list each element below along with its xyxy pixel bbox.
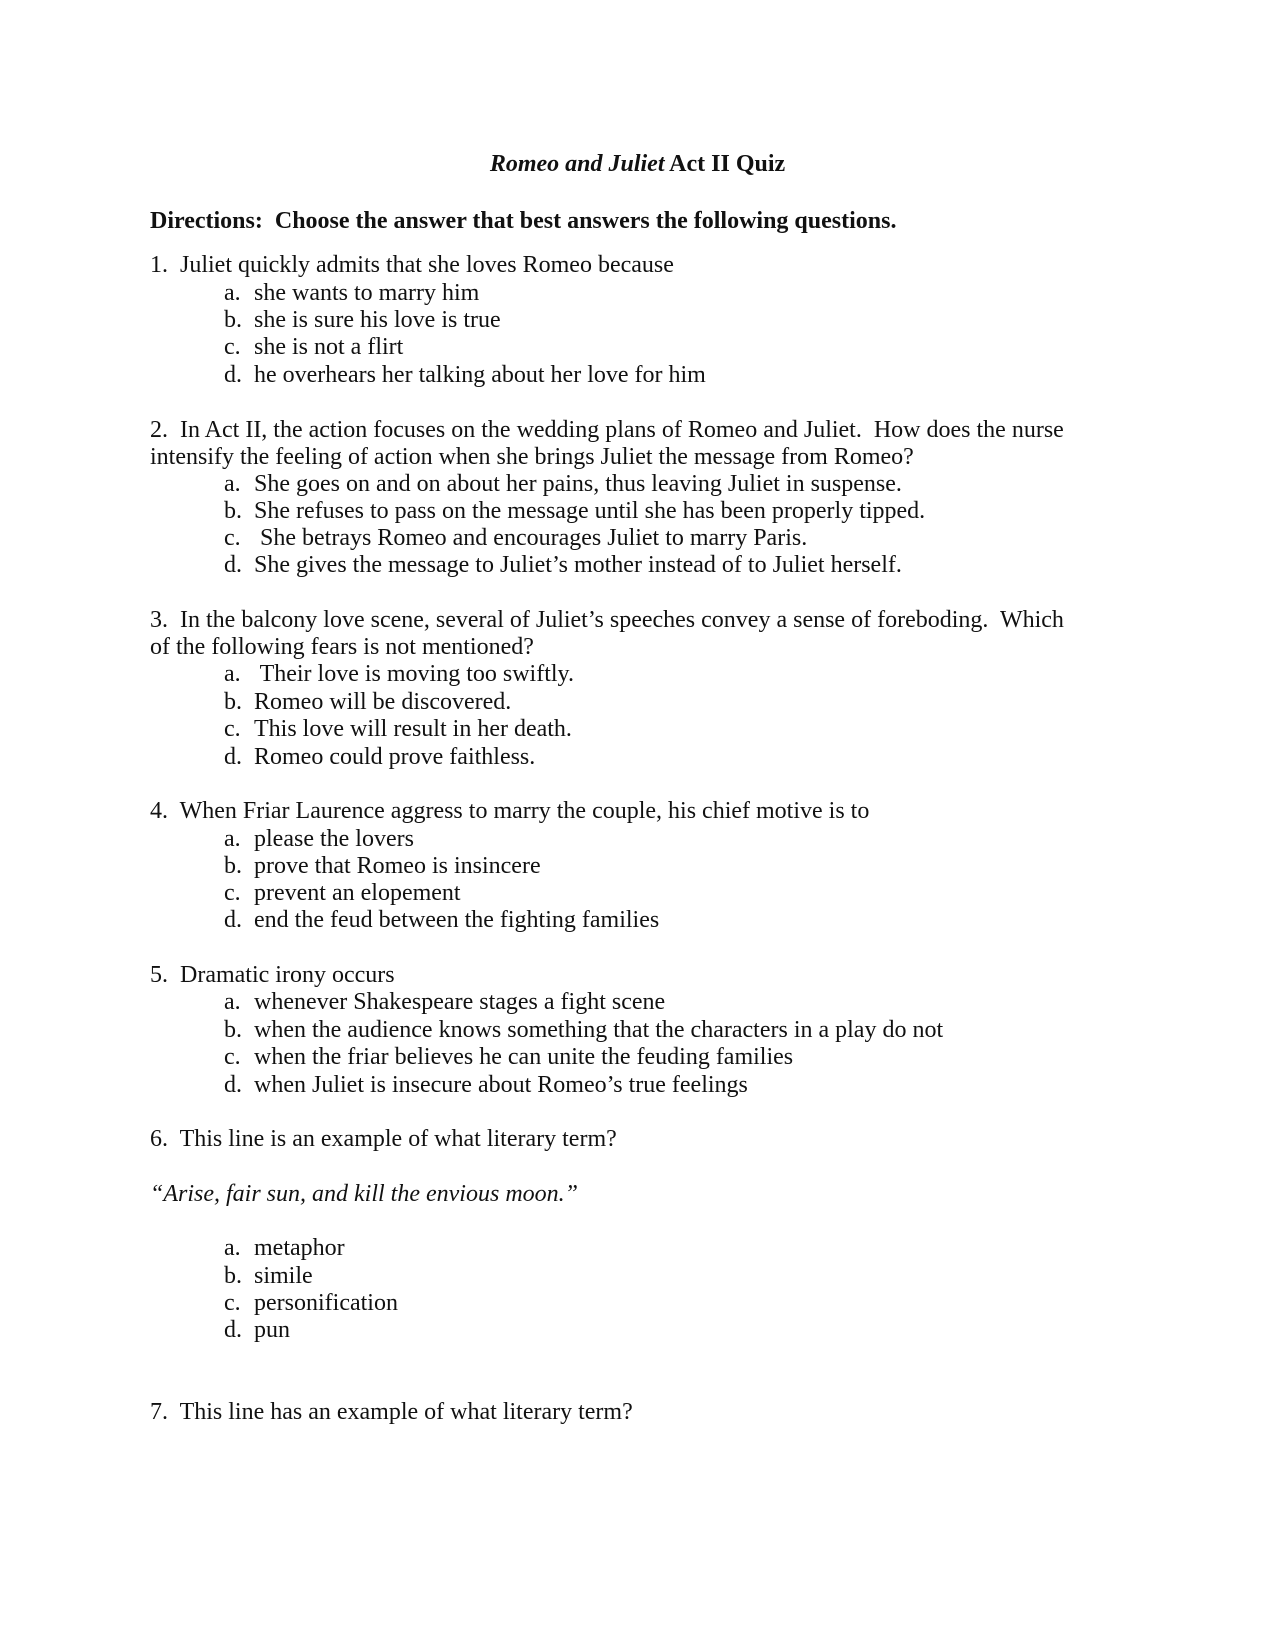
question-3-option-a (224, 660, 574, 688)
option-letter: b. (224, 498, 242, 524)
option-text: This love will result in her death. (254, 716, 572, 742)
question-5-option-c (224, 1043, 793, 1071)
question-text: This line is an example of what literary term? (179, 1126, 617, 1152)
question-4-option-d (224, 906, 659, 934)
question-6-option-c (224, 1289, 398, 1317)
question-4-option-b (224, 852, 541, 880)
question-number: 6. (150, 1126, 168, 1152)
question-text: This line has an example of what literary term? (179, 1399, 633, 1425)
option-text: he overhears her talking about her love for him (254, 362, 706, 388)
option-letter: a. (224, 989, 241, 1015)
question-6-option-a (224, 1234, 345, 1262)
option-text: she wants to marry him (254, 280, 480, 306)
option-letter: b. (224, 1263, 242, 1289)
question-3-line-2: of the following fears is not mentioned? (150, 634, 534, 660)
question-3-option-b (224, 688, 511, 716)
option-letter: a. (224, 826, 241, 852)
question-number: 1. (150, 252, 168, 278)
option-text: prove that Romeo is insincere (254, 853, 541, 879)
question-7-line-1 (150, 1398, 633, 1426)
question-number: 3. (150, 607, 168, 633)
question-number: 5. (150, 962, 168, 988)
option-text: prevent an elopement (254, 880, 461, 906)
option-letter: a. (224, 661, 241, 687)
question-2-option-c (224, 524, 807, 552)
question-1-option-a (224, 279, 479, 307)
question-2-line-2: intensify the feeling of action when she brings Juliet the message from Romeo? (150, 444, 914, 470)
option-text: She refuses to pass on the message until she has been properly tipped. (254, 498, 926, 524)
option-text: when the friar believes he can unite the feuding families (254, 1044, 794, 1070)
question-number: 2. (150, 417, 168, 443)
question-number: 7. (150, 1399, 168, 1425)
option-letter: b. (224, 1017, 242, 1043)
question-3-option-c (224, 715, 572, 743)
option-text: whenever Shakespeare stages a fight scene (254, 989, 666, 1015)
option-text: She betrays Romeo and encourages Juliet to marry Paris. (254, 525, 808, 551)
option-letter: d. (224, 552, 242, 578)
question-6-option-d (224, 1316, 290, 1344)
question-4-option-a (224, 825, 414, 853)
option-letter: d. (224, 362, 242, 388)
option-letter: b. (224, 689, 242, 715)
option-text: She goes on and on about her pains, thus leaving Juliet in suspense. (254, 471, 902, 497)
option-text: she is not a flirt (254, 334, 404, 360)
option-text: pun (254, 1317, 290, 1343)
option-text: Their love is moving too swiftly. (254, 661, 574, 687)
option-text: end the feud between the fighting families (254, 907, 660, 933)
question-number: 4. (150, 798, 168, 824)
option-text: when the audience knows something that the characters in a play do not (254, 1017, 944, 1043)
question-text: In the balcony love scene, several of Juliet’s speeches convey a sense of foreboding. Which (180, 607, 1064, 633)
option-letter: d. (224, 907, 242, 933)
question-1-line-1 (150, 251, 674, 279)
option-letter: b. (224, 853, 242, 879)
question-text: In Act II, the action focuses on the wedding plans of Romeo and Juliet. How does the nurse (180, 417, 1064, 443)
question-2-option-a (224, 470, 902, 498)
option-letter: c. (224, 334, 241, 360)
question-text: When Friar Laurence aggress to marry the couple, his chief motive is to (179, 798, 870, 824)
option-text: Romeo will be discovered. (254, 689, 512, 715)
question-4-option-c (224, 879, 461, 907)
question-1-option-c (224, 333, 403, 361)
question-1-option-d (224, 361, 706, 389)
option-letter: c. (224, 716, 241, 742)
option-letter: c. (224, 1290, 241, 1316)
question-2-option-b (224, 497, 925, 525)
question-text: Dramatic irony occurs (180, 962, 395, 988)
option-letter: c. (224, 525, 241, 551)
option-letter: a. (224, 280, 241, 306)
option-text: simile (254, 1263, 313, 1289)
question-3-line-1 (150, 606, 1064, 634)
question-2-line-1 (150, 416, 1064, 444)
question-text: Juliet quickly admits that she loves Romeo because (180, 252, 674, 278)
question-6-quote: “Arise, fair sun, and kill the envious moon.” (150, 1181, 578, 1207)
option-text: Romeo could prove faithless. (254, 744, 536, 770)
option-letter: c. (224, 1044, 241, 1070)
question-3-option-d (224, 743, 535, 771)
option-letter: a. (224, 1235, 241, 1261)
question-4-line-1 (150, 797, 869, 825)
question-5-option-d (224, 1071, 748, 1099)
option-letter: a. (224, 471, 241, 497)
option-letter: b. (224, 307, 242, 333)
option-text: please the lovers (254, 826, 414, 852)
option-text: she is sure his love is true (254, 307, 501, 333)
question-5-option-a (224, 988, 665, 1016)
option-text: metaphor (254, 1235, 345, 1261)
option-letter: d. (224, 1317, 242, 1343)
title-italic: Romeo and Juliet (489, 151, 665, 177)
directions: Directions: Choose the answer that best answers the following questions. (150, 208, 897, 234)
option-text: personification (254, 1290, 398, 1316)
option-letter: d. (224, 744, 242, 770)
option-text: She gives the message to Juliet’s mother instead of to Juliet herself. (254, 552, 902, 578)
option-text: when Juliet is insecure about Romeo’s true feelings (254, 1072, 748, 1098)
question-5-line-1 (150, 961, 395, 989)
page-title (0, 150, 1275, 178)
title-rest: Act II Quiz (664, 151, 786, 177)
question-2-option-d (224, 551, 902, 579)
question-6-option-b (224, 1262, 313, 1290)
question-6-line-1 (150, 1125, 617, 1153)
question-5-option-b (224, 1016, 943, 1044)
option-letter: c. (224, 880, 241, 906)
option-letter: d. (224, 1072, 242, 1098)
question-1-option-b (224, 306, 501, 334)
